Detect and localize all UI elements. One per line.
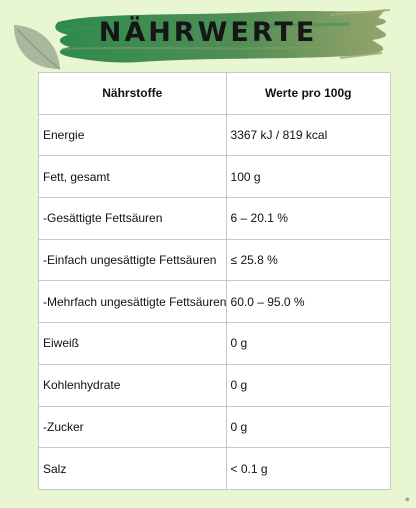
table-row: [39, 156, 391, 198]
nutrient-name: Eiweiß: [39, 323, 227, 365]
nutrient-value: 60.0 – 95.0 %: [226, 281, 390, 323]
table-header-row: [39, 73, 391, 115]
table-row: [39, 323, 391, 365]
nutrient-value: ≤ 25.8 %: [226, 239, 390, 281]
nutrient-value: < 0.1 g: [226, 448, 390, 490]
page-title: NÄHRWERTE: [98, 17, 318, 48]
nutrient-value: 0 g: [226, 406, 390, 448]
nutrient-name: -Gesättigte Fettsäuren: [39, 198, 227, 240]
nutrient-name: Fett, gesamt: [39, 156, 227, 198]
nutrient-value: 3367 kJ / 819 kcal: [226, 114, 390, 156]
nutrient-name: -Zucker: [39, 406, 227, 448]
table-row: [39, 281, 391, 323]
nutrient-value: 6 – 20.1 %: [226, 198, 390, 240]
nutrient-value: 0 g: [226, 364, 390, 406]
header: [0, 0, 416, 72]
table-row: [39, 406, 391, 448]
table-row: [39, 114, 391, 156]
nutrient-name: Salz: [39, 448, 227, 490]
table-row: [39, 239, 391, 281]
nutrient-value: 0 g: [226, 323, 390, 365]
nutrient-name: -Einfach ungesättigte Fettsäuren: [39, 239, 227, 281]
table-row: [39, 364, 391, 406]
table-row: [39, 448, 391, 490]
nutrition-table: [38, 72, 391, 490]
corner-mark-icon: ●: [404, 494, 410, 504]
nutrient-value: 100 g: [226, 156, 390, 198]
nutrient-name: Energie: [39, 114, 227, 156]
table-row: [39, 198, 391, 240]
nutrient-name: -Mehrfach ungesättigte Fettsäuren: [39, 281, 227, 323]
column-header-nutrient: Nährstoffe: [39, 73, 227, 115]
column-header-value: Werte pro 100g: [226, 73, 390, 115]
nutrient-name: Kohlenhydrate: [39, 364, 227, 406]
